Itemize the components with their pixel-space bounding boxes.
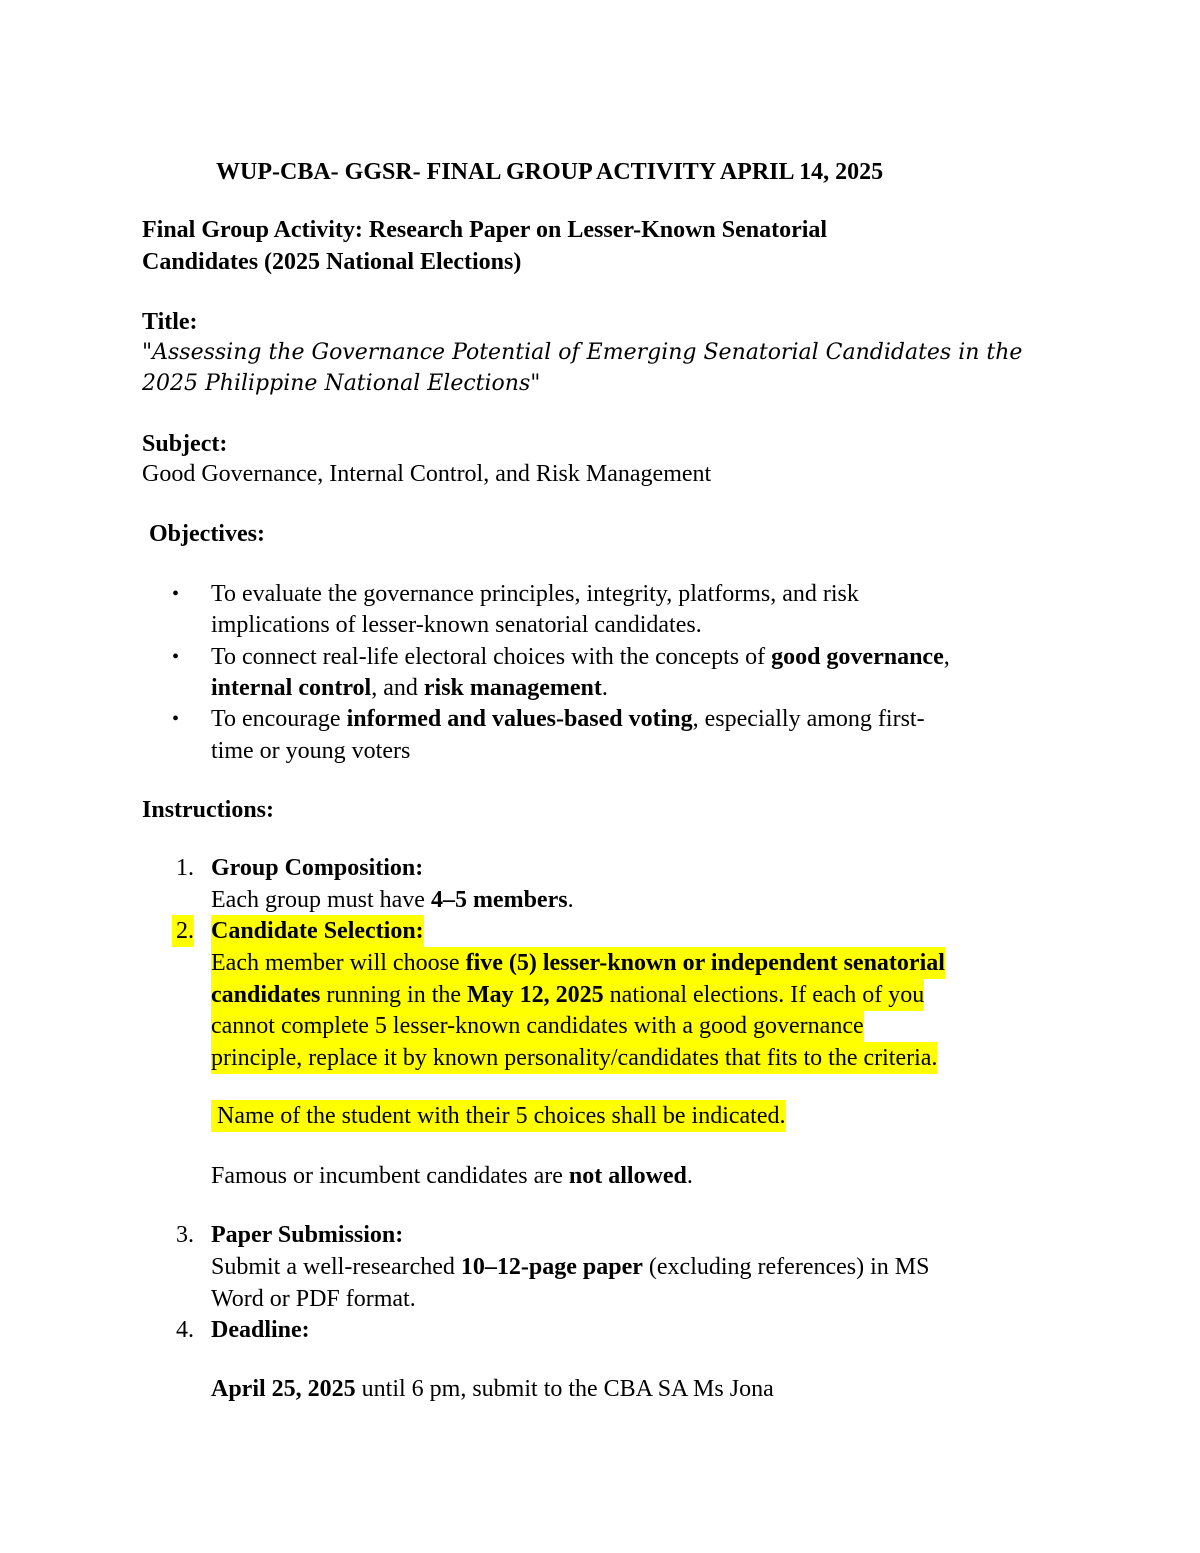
instruction-1-number: 1. — [176, 855, 194, 881]
instruction-3-number: 3. — [176, 1222, 194, 1248]
bullet-marker: • — [172, 646, 180, 668]
instruction-4-number: 4. — [176, 1317, 194, 1343]
title-label: Title: — [142, 309, 198, 335]
instruction-4-heading: Deadline: — [211, 1317, 310, 1343]
objective-3-line-1: To encourage informed and values-based voting, especially among first- — [211, 706, 925, 732]
subject-label: Subject: — [142, 431, 228, 457]
instruction-4-deadline: April 25, 2025 until 6 pm, submit to the CBA SA Ms Jona — [211, 1376, 774, 1402]
instruction-3-heading: Paper Submission: — [211, 1222, 404, 1248]
objective-2-line-1: To connect real-life electoral choices with the concepts of good governance, — [211, 644, 950, 670]
objective-3-line-2: time or young voters — [211, 738, 411, 764]
instruction-2-note: Name of the student with their 5 choices shall be indicated. — [211, 1100, 786, 1132]
instruction-2-famous-rule: Famous or incumbent candidates are not allowed. — [211, 1163, 693, 1189]
instructions-label: Instructions: — [142, 797, 275, 823]
instruction-3-line-2: Word or PDF format. — [211, 1286, 416, 1312]
instruction-1-heading: Group Composition: — [211, 855, 424, 881]
instruction-2-line-2: candidates running in the May 12, 2025 national elections. If each of you — [211, 979, 924, 1011]
instruction-3-line-1: Submit a well-researched 10–12-page paper (excluding references) in MS — [211, 1254, 930, 1280]
instruction-2-number: 2. — [172, 915, 194, 947]
bullet-marker: • — [172, 708, 180, 730]
activity-title-line-1: Final Group Activity: Research Paper on Lesser-Known Senatorial — [142, 217, 828, 243]
instruction-2-line-1: Each member will choose five (5) lesser-known or independent senatorial — [211, 947, 945, 979]
title-line-1: "Assessing the Governance Potential of Emerging Senatorial Candidates in the — [142, 340, 1023, 365]
instruction-2-line-3: cannot complete 5 lesser-known candidates with a good governance — [211, 1010, 864, 1042]
objective-2-line-2: internal control, and risk management. — [211, 675, 608, 701]
subject-value: Good Governance, Internal Control, and Risk Management — [142, 461, 712, 487]
objective-1-line-2: implications of lesser-known senatorial candidates. — [211, 612, 702, 638]
document-header: WUP-CBA- GGSR- FINAL GROUP ACTIVITY APRIL 14, 2025 — [216, 159, 884, 185]
instruction-2-line-4: principle, replace it by known personality/candidates that fits to the criteria. — [211, 1042, 937, 1074]
activity-title-line-2: Candidates (2025 National Elections) — [142, 249, 522, 275]
objectives-label: Objectives: — [149, 521, 265, 547]
title-line-2: 2025 Philippine National Elections" — [142, 371, 541, 396]
bullet-marker: • — [172, 583, 180, 605]
instruction-2-heading: Candidate Selection: — [211, 915, 424, 947]
instruction-1-text: Each group must have 4–5 members. — [211, 887, 574, 913]
objective-1-line-1: To evaluate the governance principles, integrity, platforms, and risk — [211, 581, 859, 607]
